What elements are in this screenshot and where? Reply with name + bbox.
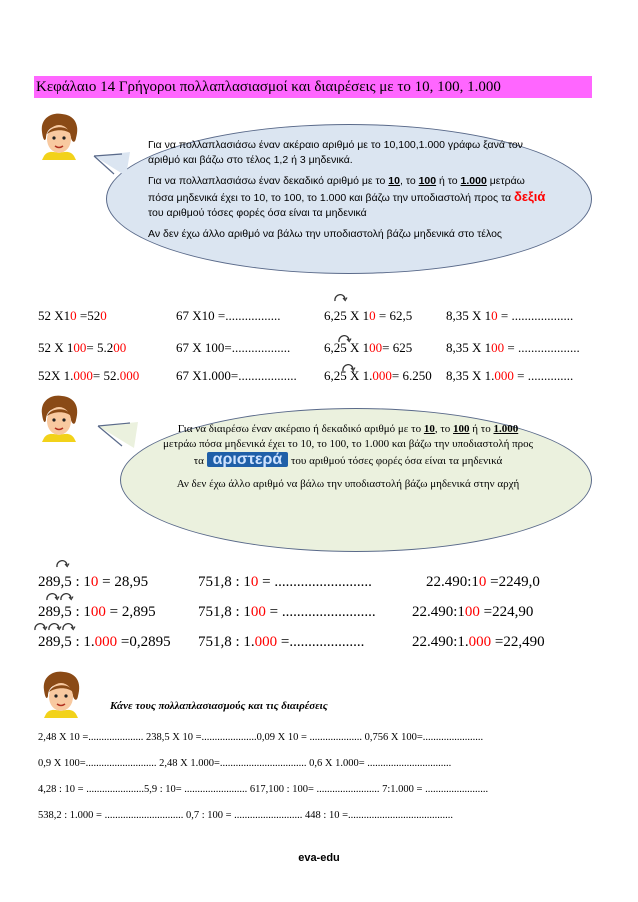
expr-text: = 62,5 [375,308,413,323]
zeros-highlight: 0 [478,574,487,590]
girl-avatar-icon [36,394,82,442]
exercise-line: 0,9 X 100=........................... 2,48 X 1.000=................................. 0,6 X 1.000= ................................ [38,758,452,769]
zeros-highlight: 000 [254,634,278,650]
expr-text: 22.490:1 [426,574,479,590]
expr-text: =22,490 [491,634,545,650]
girl-avatar-icon [38,670,84,718]
expr-text: = .............. [513,368,574,383]
girl-avatar-icon [36,112,82,160]
division-cell [412,604,533,621]
expr-text: 8,35 X 1 [446,340,492,355]
expr-text: 67 X1.000=.................. [176,368,297,383]
expr-text: 751,8 : 1. [198,634,255,650]
expr-text: 52X 1. [38,368,74,383]
multiplication-cell [38,308,107,324]
zeros-highlight: 000 [119,368,140,383]
left-word: αριστερά [207,452,289,467]
multiply-rule-text [148,138,548,248]
right-word: δεξιά [513,189,546,204]
multiplication-cell [38,368,139,384]
expr-text: 289,5 : 1 [38,574,91,590]
expr-text: =2249,0 [486,574,540,590]
bubble-tail [92,150,132,180]
bubble-tail [96,420,140,450]
zeros-highlight: 000 [372,368,392,383]
expr-text: =224,90 [479,604,534,620]
expr-text: 289,5 : 1. [38,634,95,650]
curved-arrow-icon [332,290,348,304]
zeros-highlight: 00 [491,340,505,355]
expr-text: = ......................... [265,604,376,620]
exercise-line: 538,2 : 1.000 = .............................. 0,7 : 100 = .......................... 448 : 10 =........................................ [38,810,454,821]
expr-text: =52 [76,308,101,323]
zeros-highlight: 0 [369,308,376,323]
rule-zeros: Αν δεν έχω άλλο αριθμό να βάλω την υποδιαστολή βάζω μηδενικά στο τέλος [148,228,502,240]
exercise-heading: Κάνε τους πολλαπλασιασμούς και τις διαιρέσεις [110,700,328,712]
expr-text: 751,8 : 1 [198,604,251,620]
expr-text: = 52. [92,368,120,383]
zeros-highlight: 00 [113,340,127,355]
rule-decimal: Για να πολλαπλασιάσω έναν δεκαδικό αριθμό με το 10, το 100 ή το 1.000 μετράω πόσα μηδενικά έχει το 10, το 100, το 1.000 και βάζω την υποδιαστολή προς τα δεξιά του αριθμού τόσες φορές όσα είναι τα μηδενικά [148,175,546,219]
multiplication-cell [324,340,412,356]
division-cell [38,574,148,591]
curved-arrow-icon [60,619,76,633]
expr-text: 52 X1 [38,308,71,323]
rule-divide-zeros: Αν δεν έχω άλλο αριθμό να βάλω την υποδιαστολή βάζω μηδενικά στην αρχή [176,478,520,490]
multiplication-cell [176,368,297,384]
expr-text: 67 X 100=.................. [176,340,291,355]
zeros-highlight: 0 [250,574,259,590]
zeros-highlight: 000 [94,634,118,650]
division-cell [426,574,540,591]
multiplication-cell [176,340,290,356]
multiplication-cell [324,368,432,384]
division-cell [198,604,376,621]
zeros-highlight: 00 [73,340,87,355]
exercise-line: 2,48 X 10 =..................... 238,5 X 10 =.....................0,09 X 10 = .................... 0,756 X 100=....................... [38,732,484,743]
divide-rule-text [162,422,534,500]
expr-text: = ................... [497,308,574,323]
zeros-highlight: 000 [468,634,492,650]
expr-text: =.................... [277,634,365,650]
expr-text: 6,25 X 1 [324,340,370,355]
expr-text: 6,25 X 1 [324,308,370,323]
expr-text: = 6.250 [391,368,432,383]
division-cell [412,634,545,651]
zeros-highlight: 000 [73,368,93,383]
exercise-line: 4,28 : 10 = ......................5,9 : 10= ........................ 617,100 : 100= ........................ 7:1.000 = ........................ [38,784,489,795]
multiplication-cell [38,340,126,356]
division-cell [198,574,372,591]
division-cell [38,604,156,621]
expr-text: 6,25 X 1. [324,368,373,383]
zeros-highlight: 00 [90,604,106,620]
zeros-highlight: 0 [491,308,498,323]
zeros-highlight: 00 [250,604,266,620]
multiplication-cell [446,368,573,384]
curved-arrow-icon [58,589,74,603]
expr-text: 8,35 X 1 [446,308,492,323]
expr-text: 8,35 X 1. [446,368,495,383]
multiplication-cell [176,308,280,324]
expr-text: = 5.2 [86,340,114,355]
expr-text: 52 X 1 [38,340,74,355]
expr-text: = 625 [382,340,413,355]
expr-text: 22.490:1 [412,604,465,620]
division-cell [38,634,171,651]
expr-text: = 2,895 [105,604,156,620]
expr-text: = ................... [504,340,580,355]
multiplication-cell [324,308,412,324]
expr-text: 22.490:1. [412,634,469,650]
zeros-highlight: 00 [369,340,383,355]
zeros-highlight: 00 [464,604,480,620]
rule-integer: Για να πολλαπλασιάσω έναν ακέραιο αριθμό με το 10,100,1.000 γράφω ξανά τον αριθμό και βάζω στο τέλος 1,2 ή 3 μηδενικά. [148,139,523,166]
page-title: Κεφάλαιο 14 Γρήγοροι πολλαπλασιασμοί και διαιρέσεις με το 10, 100, 1.000 [34,76,592,98]
expr-text: = 28,95 [98,574,149,590]
zeros-highlight: 0 [90,574,99,590]
zeros-highlight: 000 [494,368,514,383]
zeros-highlight: 0 [70,308,77,323]
expr-text: =0,2895 [117,634,171,650]
rule-divide: Για να διαιρέσω έναν ακέραιο ή δεκαδικό αριθμό με το 10, το 100 ή το 1.000 μετράω πόσα μηδενικά έχει το 10, το 100, το 1.000 και βάζω την υποδιαστολή προς τα αριστερά του αριθμού τόσες φορές όσα είναι τα μηδενικά [162,423,534,468]
expr-text: 67 X10 =................. [176,308,281,323]
expr-text: 751,8 : 1 [198,574,251,590]
division-cell [198,634,364,651]
multiplication-cell [446,340,580,356]
multiplication-cell [446,308,573,324]
zeros-highlight: 0 [100,308,107,323]
expr-text: 289,5 : 1 [38,604,91,620]
footer-brand: eva-edu [298,852,340,864]
expr-text: = .......................... [258,574,372,590]
curved-arrow-icon [54,556,70,570]
